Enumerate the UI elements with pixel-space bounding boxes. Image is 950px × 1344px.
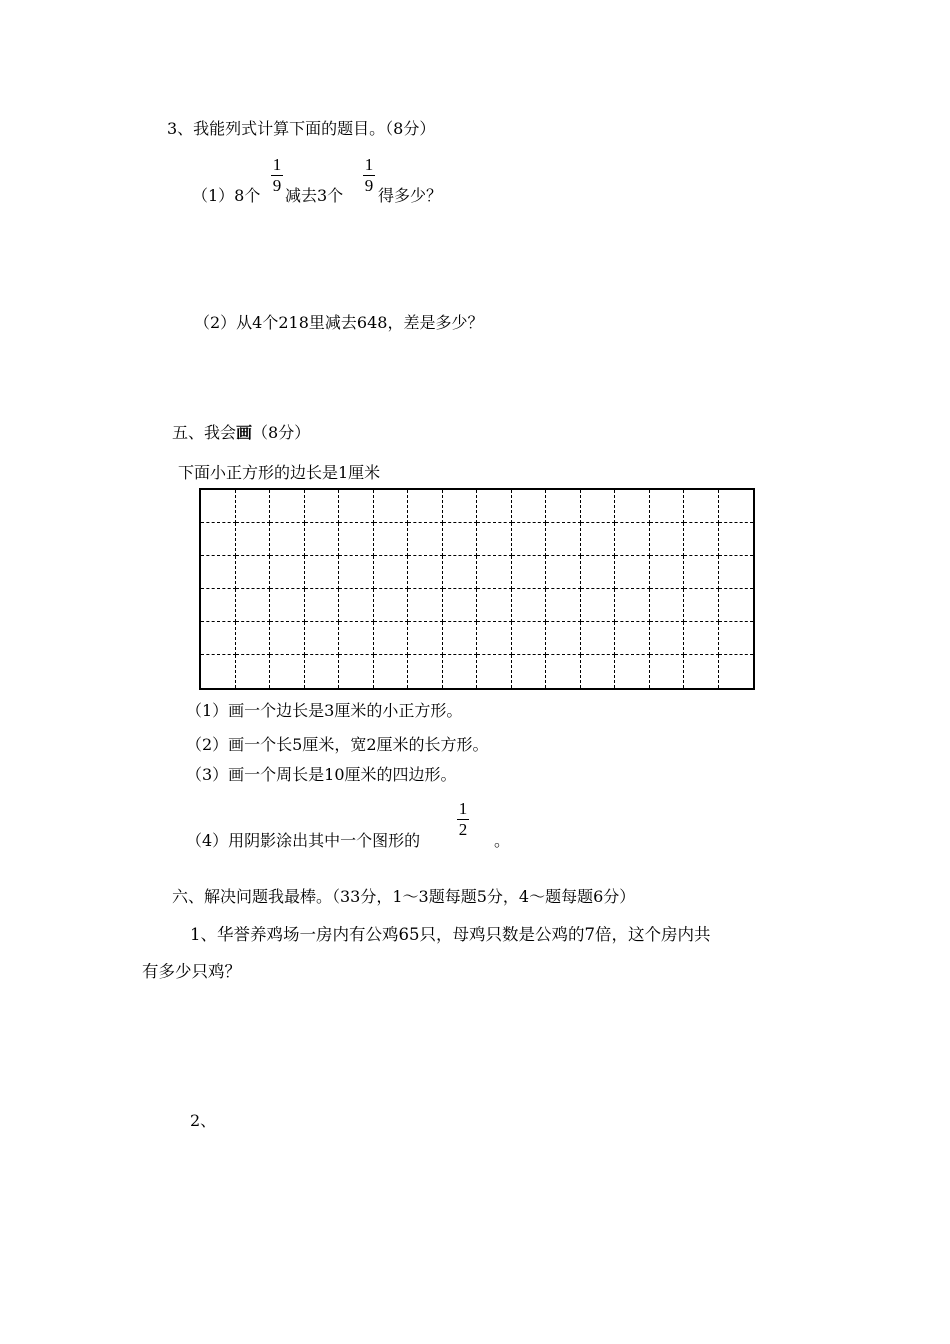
grid-cell[interactable] — [305, 490, 340, 523]
grid-cell[interactable] — [615, 589, 650, 622]
grid-cell[interactable] — [270, 490, 305, 523]
grid-cell[interactable] — [339, 556, 374, 589]
drawing-item-4-text: （4）用阴影涂出其中一个图形的 — [186, 831, 421, 850]
grid-cell[interactable] — [650, 589, 685, 622]
grid-cell[interactable] — [615, 490, 650, 523]
section-5-title-b: （8分） — [252, 423, 311, 442]
grid-cell[interactable] — [201, 655, 236, 688]
grid-cell[interactable] — [581, 556, 616, 589]
grid-cell[interactable] — [512, 523, 547, 556]
fraction-one-half — [457, 800, 469, 839]
grid-cell[interactable] — [270, 622, 305, 655]
grid-cell[interactable] — [546, 523, 581, 556]
grid-cell[interactable] — [374, 556, 409, 589]
grid-cell[interactable] — [201, 622, 236, 655]
grid-cell[interactable] — [477, 622, 512, 655]
problem-2: 2、 — [190, 1111, 217, 1130]
grid-cell[interactable] — [512, 556, 547, 589]
section-5-title-bold: 画 — [236, 423, 253, 442]
grid-cell[interactable] — [443, 523, 478, 556]
fraction-one-ninth-b — [363, 156, 375, 195]
grid-cell[interactable] — [546, 622, 581, 655]
drawing-item-1: （1）画一个边长是3厘米的小正方形。 — [186, 701, 463, 720]
grid-cell[interactable] — [684, 655, 719, 688]
grid-cell[interactable] — [305, 523, 340, 556]
grid-cell[interactable] — [201, 523, 236, 556]
grid-cell[interactable] — [270, 589, 305, 622]
grid-cell[interactable] — [546, 556, 581, 589]
grid-cell[interactable] — [236, 523, 271, 556]
section-5-title-a: 五、我会 — [172, 423, 237, 442]
grid-cell[interactable] — [236, 490, 271, 523]
grid-cell[interactable] — [443, 589, 478, 622]
grid-cell[interactable] — [512, 490, 547, 523]
grid-cell[interactable] — [408, 622, 443, 655]
grid-cell[interactable] — [339, 655, 374, 688]
grid-cell[interactable] — [374, 523, 409, 556]
grid-cell[interactable] — [339, 622, 374, 655]
grid-cell[interactable] — [477, 589, 512, 622]
grid-cell[interactable] — [684, 589, 719, 622]
grid-cell[interactable] — [581, 490, 616, 523]
grid-cell[interactable] — [236, 655, 271, 688]
section-3-title: 3、我能列式计算下面的题目。（8分） — [167, 119, 436, 138]
grid-cell[interactable] — [719, 523, 754, 556]
grid-cell[interactable] — [684, 622, 719, 655]
grid-caption: 下面小正方形的边长是1厘米 — [178, 463, 381, 482]
grid-cell[interactable] — [650, 622, 685, 655]
grid-cell[interactable] — [684, 490, 719, 523]
grid-cell[interactable] — [201, 556, 236, 589]
grid-cell[interactable] — [305, 589, 340, 622]
drawing-item-3: （3）画一个周长是10厘米的四边形。 — [186, 765, 457, 784]
grid-cell[interactable] — [374, 655, 409, 688]
grid-cell[interactable] — [339, 490, 374, 523]
grid-cell[interactable] — [581, 589, 616, 622]
grid-cell[interactable] — [719, 589, 754, 622]
fraction-one-ninth-a — [271, 156, 283, 195]
grid-cell[interactable] — [684, 556, 719, 589]
grid-cell[interactable] — [477, 523, 512, 556]
grid-cell[interactable] — [443, 490, 478, 523]
grid-cell[interactable] — [512, 655, 547, 688]
grid-cell[interactable] — [477, 655, 512, 688]
grid-cell[interactable] — [719, 490, 754, 523]
fraction-numerator: 1 — [458, 799, 468, 818]
fraction-denominator: 2 — [458, 820, 468, 839]
drawing-item-4-end: 。 — [494, 831, 511, 850]
grid-cell[interactable] — [408, 523, 443, 556]
grid-cell[interactable] — [270, 655, 305, 688]
fraction-numerator: 1 — [272, 155, 282, 174]
grid-cell[interactable] — [546, 589, 581, 622]
question-3-1-text-c: 得多少？ — [378, 186, 443, 205]
problem-1-line-1: 1、华誉养鸡场一房内有公鸡65只，母鸡只数是公鸡的7倍，这个房内共 — [190, 925, 711, 944]
grid-cell[interactable] — [581, 622, 616, 655]
grid-cell[interactable] — [374, 589, 409, 622]
grid-cell[interactable] — [374, 622, 409, 655]
fraction-denominator: 9 — [272, 176, 282, 195]
grid-cell[interactable] — [650, 556, 685, 589]
grid-cell[interactable] — [408, 556, 443, 589]
grid-cell[interactable] — [305, 655, 340, 688]
grid-cell[interactable] — [236, 589, 271, 622]
grid-cell[interactable] — [650, 490, 685, 523]
grid-cell[interactable] — [719, 556, 754, 589]
grid-cell[interactable] — [408, 490, 443, 523]
grid-cell[interactable] — [581, 655, 616, 688]
grid-cell[interactable] — [408, 589, 443, 622]
section-5-title — [172, 423, 310, 443]
grid-cell[interactable] — [477, 490, 512, 523]
question-3-2: （2）从4个218里减去648，差是多少？ — [194, 313, 484, 332]
grid-cell[interactable] — [546, 655, 581, 688]
section-6-title: 六、解决问题我最棒。（33分，1～3题每题5分，4～题每题6分） — [172, 887, 636, 906]
grid-cell[interactable] — [719, 655, 754, 688]
grid-cell[interactable] — [374, 490, 409, 523]
grid-cell[interactable] — [615, 655, 650, 688]
grid-cell[interactable] — [443, 556, 478, 589]
grid-cell[interactable] — [512, 622, 547, 655]
drawing-item-2: （2）画一个长5厘米，宽2厘米的长方形。 — [186, 735, 489, 754]
grid-cell[interactable] — [684, 523, 719, 556]
question-3-1-text-a: （1）8个 — [192, 186, 261, 205]
grid-cell[interactable] — [615, 523, 650, 556]
grid-cell[interactable] — [650, 655, 685, 688]
grid-cell[interactable] — [201, 490, 236, 523]
grid-cell[interactable] — [408, 655, 443, 688]
fraction-numerator: 1 — [364, 155, 374, 174]
grid-cell[interactable] — [615, 556, 650, 589]
question-3-1-text-b: 减去3个 — [285, 186, 344, 205]
grid-cell[interactable] — [443, 622, 478, 655]
grid-cell[interactable] — [719, 622, 754, 655]
grid-cell[interactable] — [339, 589, 374, 622]
grid-cell[interactable] — [581, 523, 616, 556]
grid-cell[interactable] — [236, 622, 271, 655]
grid-cell[interactable] — [512, 589, 547, 622]
grid-cell[interactable] — [201, 589, 236, 622]
grid-cell[interactable] — [305, 622, 340, 655]
fraction-denominator: 9 — [364, 176, 374, 195]
grid-cell[interactable] — [236, 556, 271, 589]
grid-cell[interactable] — [443, 655, 478, 688]
grid-cell[interactable] — [615, 622, 650, 655]
grid-cell[interactable] — [270, 556, 305, 589]
grid-cell[interactable] — [477, 556, 512, 589]
grid-cell[interactable] — [650, 523, 685, 556]
dashed-square-grid[interactable] — [199, 488, 755, 690]
problem-1-line-2: 有多少只鸡？ — [142, 962, 241, 981]
grid-cell[interactable] — [270, 523, 305, 556]
grid-cell[interactable] — [546, 490, 581, 523]
grid-cell[interactable] — [339, 523, 374, 556]
grid-cell[interactable] — [305, 556, 340, 589]
